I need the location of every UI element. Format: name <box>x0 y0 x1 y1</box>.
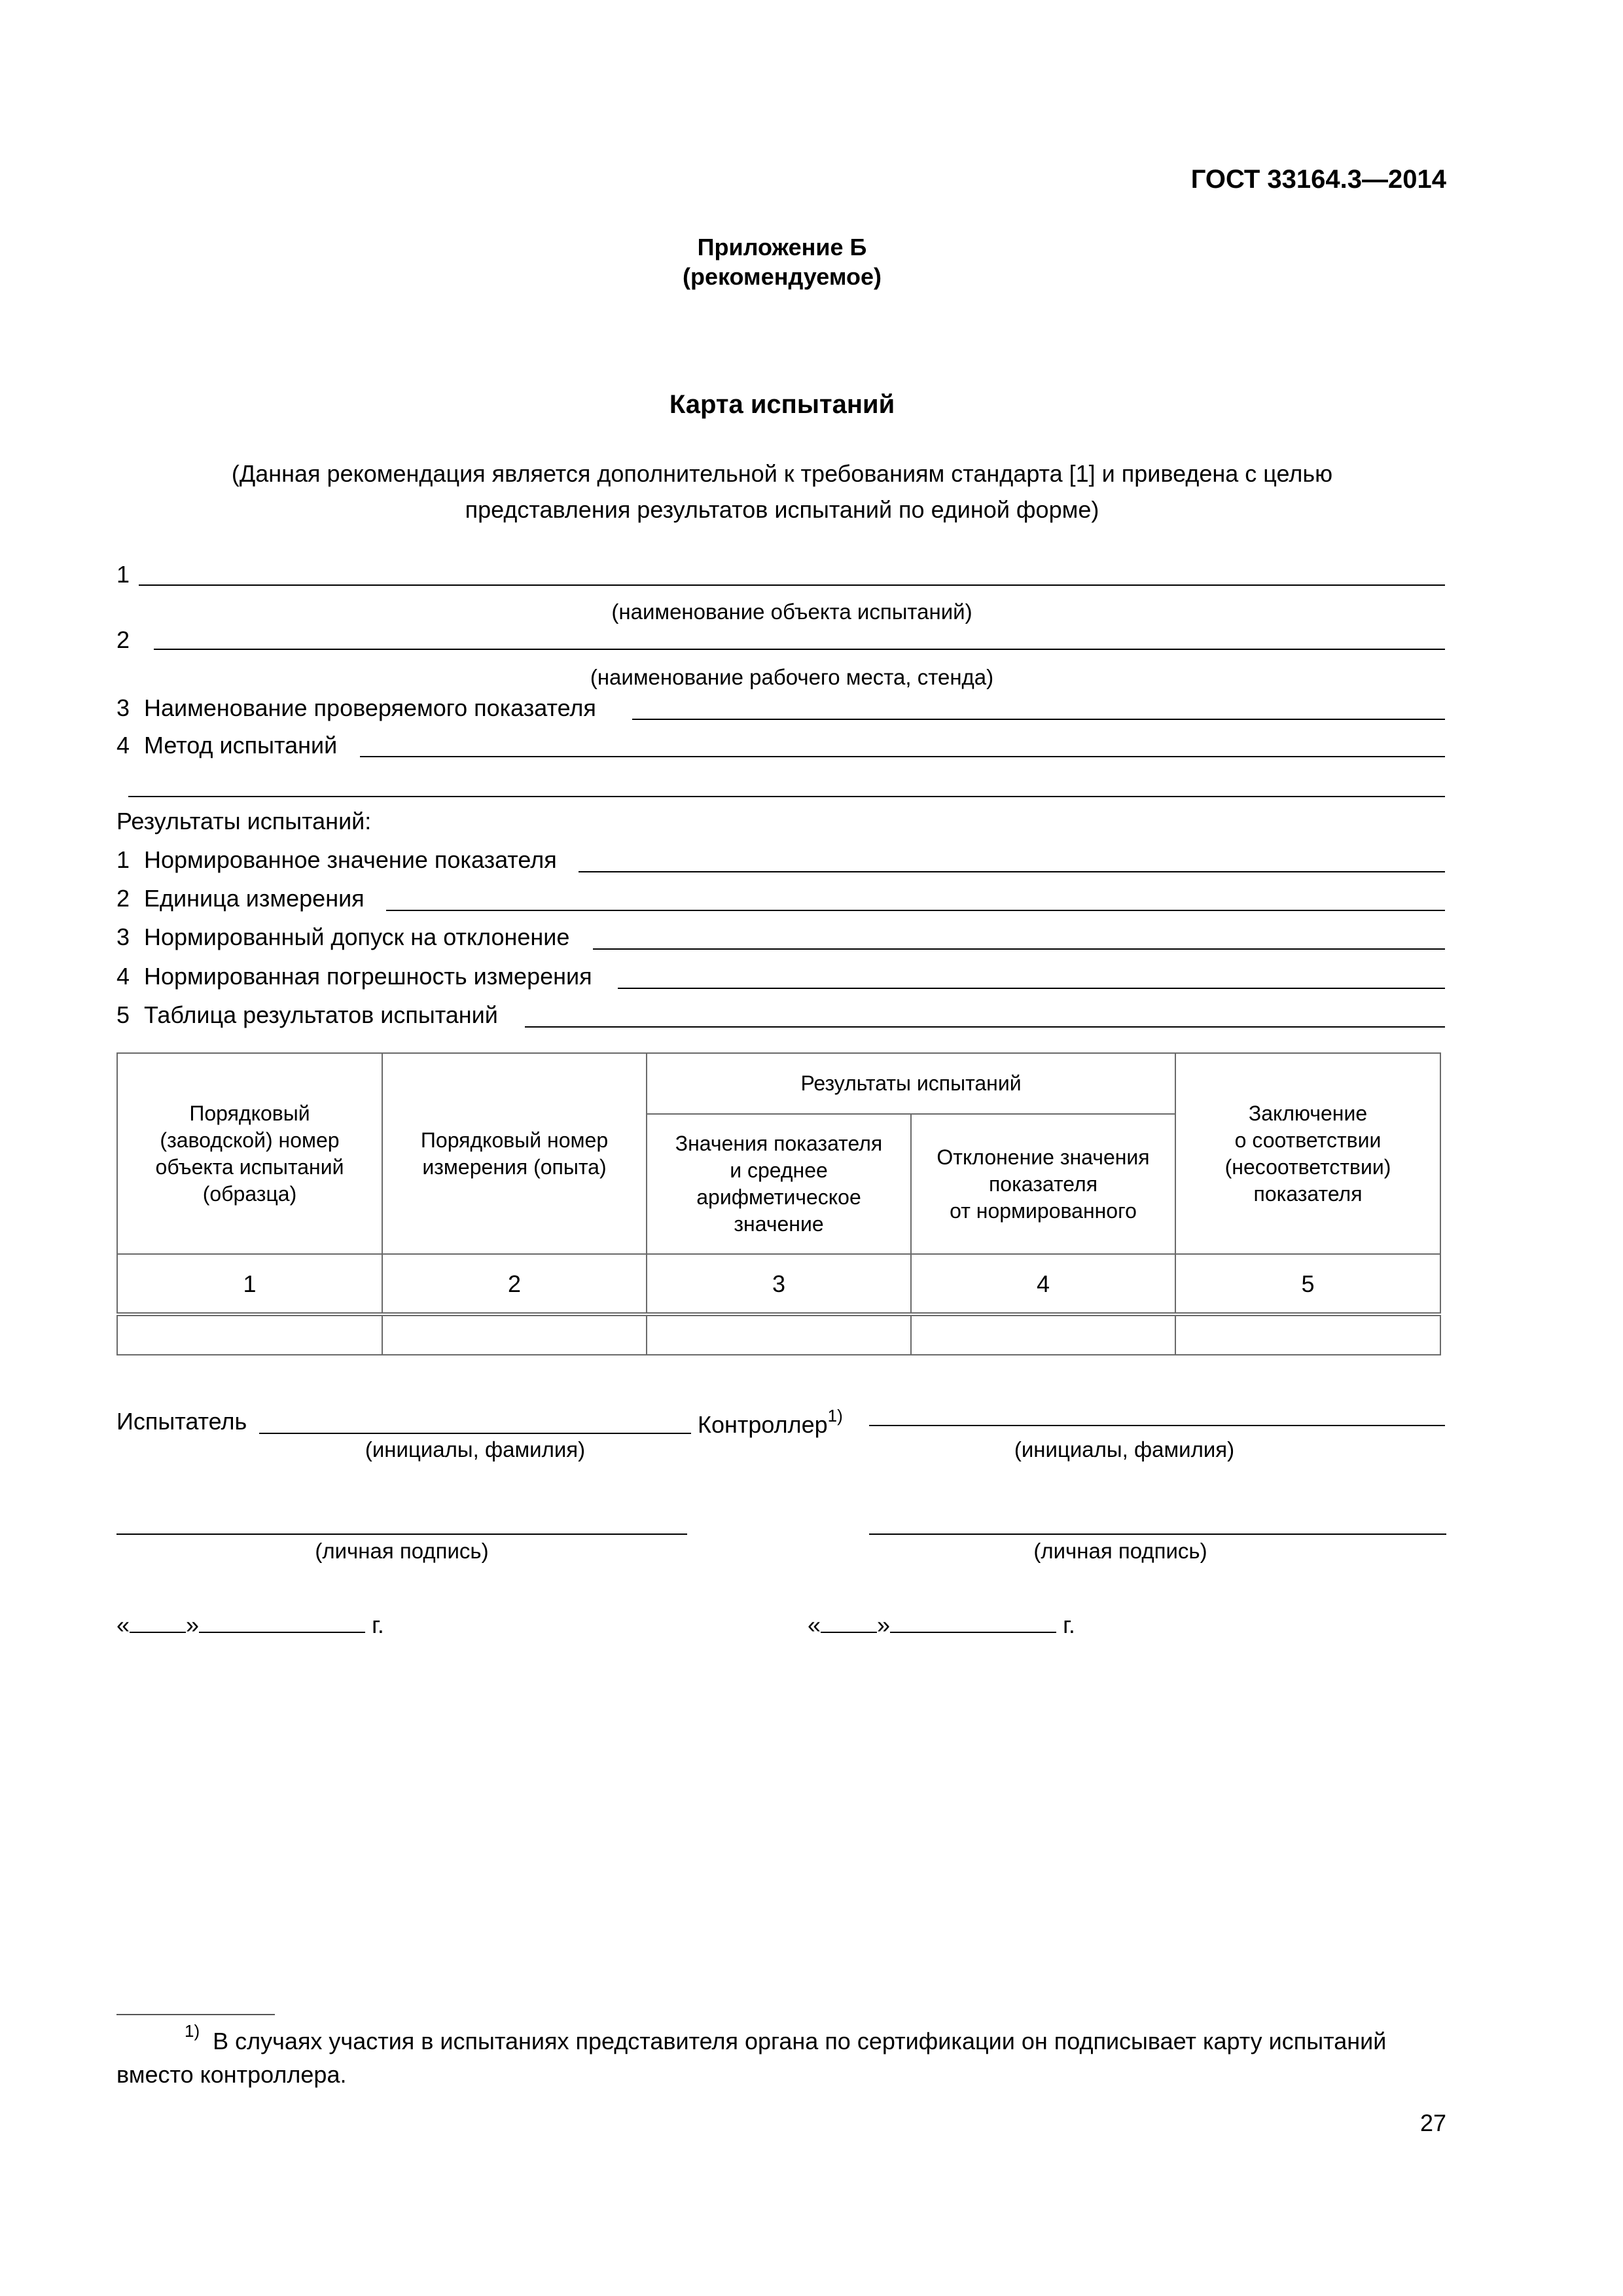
result-5-line[interactable] <box>525 1026 1445 1028</box>
card-title: Карта испытаний <box>669 390 895 419</box>
appendix-subtitle: (рекомендуемое) <box>683 263 882 290</box>
result-4-line[interactable] <box>618 988 1445 989</box>
controller-signature-hint: (личная подпись) <box>1033 1539 1207 1563</box>
result-4-label: Нормированная погрешность измерения <box>144 963 592 990</box>
controller-footnote-mark: 1) <box>827 1406 843 1426</box>
date-quote-close: » <box>877 1611 891 1638</box>
tester-signature-hint: (личная подпись) <box>315 1539 489 1563</box>
field-3-number: 3 <box>116 694 130 721</box>
tester-initials-hint: (инициалы, фамилия) <box>365 1437 586 1462</box>
table-cell[interactable] <box>117 1314 382 1355</box>
controller-date <box>808 1613 1075 1637</box>
header-indicator-values: Значения показателя и среднее арифметическое значение <box>647 1114 911 1254</box>
result-1-label: Нормированное значение показателя <box>144 846 557 873</box>
result-1-number: 1 <box>116 846 130 873</box>
result-5-number: 5 <box>116 1001 130 1028</box>
controller-month-blank[interactable] <box>890 1632 1056 1633</box>
column-number-5: 5 <box>1175 1254 1440 1314</box>
column-number-1: 1 <box>117 1254 382 1314</box>
tester-label: Испытатель <box>116 1408 247 1435</box>
column-number-4: 4 <box>911 1254 1175 1314</box>
result-5-label: Таблица результатов испытаний <box>144 1001 498 1028</box>
field-4-label: Метод испытаний <box>144 732 338 759</box>
date-quote-close: » <box>186 1611 200 1638</box>
controller-label-text: Контроллер <box>698 1411 828 1438</box>
results-table <box>116 1052 1441 1355</box>
table-cell[interactable] <box>911 1314 1175 1355</box>
table-cell[interactable] <box>647 1314 911 1355</box>
tester-signature-line[interactable] <box>116 1534 687 1535</box>
results-heading: Результаты испытаний: <box>116 808 372 834</box>
footnote-divider <box>116 2014 275 2015</box>
card-note-line1: (Данная рекомендация является дополнительной к требованиям стандарта [1] и приведена с целью <box>231 460 1333 487</box>
field-2-number: 2 <box>116 626 130 653</box>
date-year-suffix: г. <box>1063 1611 1075 1638</box>
result-2-label: Единица измерения <box>144 885 365 912</box>
footnote-line1 <box>185 2021 1387 2054</box>
field-3-label: Наименование проверяемого показателя <box>144 694 596 721</box>
result-2-line[interactable] <box>386 910 1445 911</box>
field-1-number: 1 <box>116 561 130 588</box>
column-number-2: 2 <box>382 1254 647 1314</box>
footnote-line2: вместо контроллера. <box>116 2061 347 2088</box>
tester-name-line[interactable] <box>259 1433 691 1434</box>
table-cell[interactable] <box>1175 1314 1440 1355</box>
controller-label <box>698 1406 843 1438</box>
result-3-label: Нормированный допуск на отклонение <box>144 924 570 950</box>
result-3-line[interactable] <box>593 948 1445 950</box>
table-cell[interactable] <box>382 1314 647 1355</box>
footnote-mark: 1) <box>185 2021 200 2041</box>
date-year-suffix: г. <box>372 1611 384 1638</box>
controller-name-line[interactable] <box>869 1425 1445 1426</box>
appendix-title: Приложение Б <box>697 234 867 260</box>
result-1-line[interactable] <box>579 871 1445 872</box>
field-4-line[interactable] <box>360 756 1445 757</box>
page-number: 27 <box>1419 2109 1446 2136</box>
header-deviation: Отклонение значения показателя от нормированного <box>911 1114 1175 1254</box>
result-4-number: 4 <box>116 963 130 990</box>
field-2-hint: (наименование рабочего места, стенда) <box>590 665 994 689</box>
field-2-line[interactable] <box>154 649 1445 650</box>
card-note-line2: представления результатов испытаний по единой форме) <box>465 496 1099 523</box>
tester-day-blank[interactable] <box>130 1632 186 1633</box>
field-4-line-continued[interactable] <box>128 796 1445 797</box>
field-4-number: 4 <box>116 732 130 759</box>
field-1-line[interactable] <box>139 584 1445 586</box>
controller-day-blank[interactable] <box>821 1632 877 1633</box>
controller-signature-line[interactable] <box>869 1534 1446 1535</box>
tester-date <box>116 1613 384 1637</box>
date-quote-open: « <box>116 1611 130 1638</box>
tester-month-blank[interactable] <box>199 1632 365 1633</box>
column-number-3: 3 <box>647 1254 911 1314</box>
footnote-text: В случаях участия в испытаниях представителя органа по сертификации он подписывает карту испытаний <box>213 2028 1387 2054</box>
header-conformity-conclusion: Заключение о соответствии (несоответствии) показателя <box>1175 1053 1440 1254</box>
result-3-number: 3 <box>116 924 130 950</box>
date-quote-open: « <box>808 1611 821 1638</box>
header-measurement-number: Порядковый номер измерения (опыта) <box>382 1053 647 1254</box>
controller-initials-hint: (инициалы, фамилия) <box>1014 1437 1235 1462</box>
standard-designation: ГОСТ 33164.3—2014 <box>1190 165 1446 194</box>
field-1-hint: (наименование объекта испытаний) <box>611 600 972 624</box>
header-test-results-group: Результаты испытаний <box>647 1053 1175 1114</box>
field-3-line[interactable] <box>632 719 1445 720</box>
result-2-number: 2 <box>116 885 130 912</box>
header-object-number: Порядковый (заводской) номер объекта испытаний (образца) <box>117 1053 382 1254</box>
